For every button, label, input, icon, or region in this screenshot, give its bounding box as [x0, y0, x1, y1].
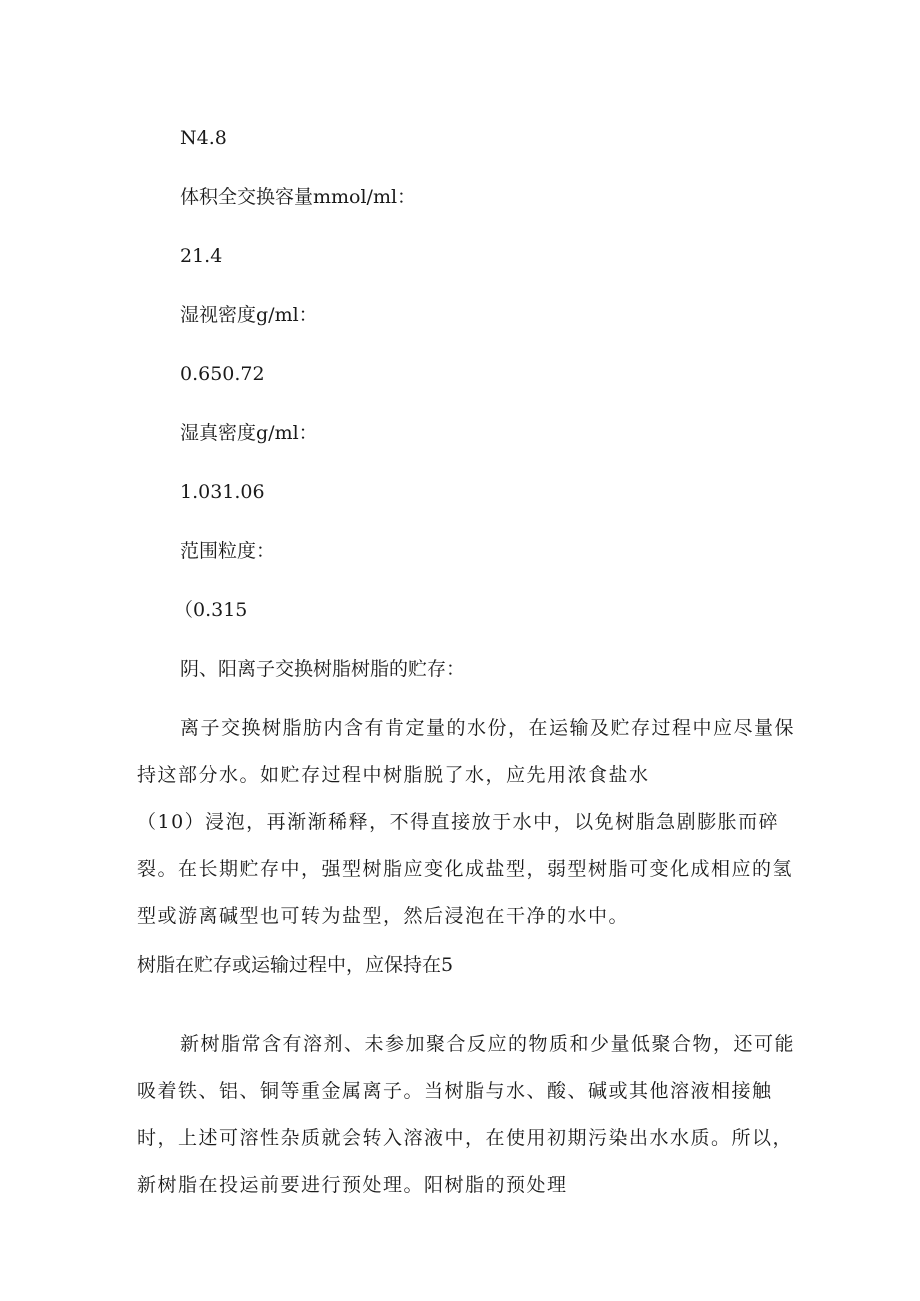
pretreatment-paragraph-line: 新树脂常含有溶剂、未参加聚合反应的物质和少量低聚合物，还可能 [180, 1033, 796, 1055]
spec-label-exchange-capacity: 体积全交换容量mmol/ml： [180, 186, 417, 208]
spec-value-apparent-density: 0.650.72 [180, 363, 265, 385]
spec-label-true-density: 湿真密度g/ml： [180, 422, 318, 444]
spec-value-true-density: 1.031.06 [180, 481, 265, 503]
spec-value-particle-size: （0.315 [174, 599, 248, 621]
spec-label-particle-size: 范围粒度： [180, 540, 276, 562]
spec-label-apparent-density: 湿视密度g/ml： [180, 304, 318, 326]
storage-paragraph-line: 离子交换树脂肪内含有肯定量的水份，在运输及贮存过程中应尽量保 [180, 717, 796, 739]
storage-paragraph-line: 型或游离碱型也可转为盐型，然后浸泡在干净的水中。 [137, 905, 630, 927]
spec-value-n: N4.8 [180, 127, 227, 149]
pretreatment-paragraph-line: 时，上述可溶性杂质就会转入溶液中，在使用初期污染出水水质。所以， [137, 1127, 794, 1149]
storage-temperature-line: 树脂在贮存或运输过程中，应保持在5 [137, 954, 454, 976]
pretreatment-paragraph-line: 新树脂在投运前要进行预处理。阳树脂的预处理 [137, 1174, 568, 1196]
storage-paragraph-line: （10）浸泡，再渐渐稀释，不得直接放于水中，以免树脂急剧膨胀而碎 [137, 811, 780, 833]
spec-value-exchange-capacity: 21.4 [180, 245, 223, 267]
storage-paragraph-line: 持这部分水。如贮存过程中树脂脱了水，应先用浓食盐水 [137, 764, 650, 786]
storage-paragraph-line: 裂。在长期贮存中，强型树脂应变化成盐型，弱型树脂可变化成相应的氢 [137, 858, 794, 880]
pretreatment-paragraph-line: 吸着铁、铝、铜等重金属离子。当树脂与水、酸、碱或其他溶液相接触 [137, 1080, 773, 1102]
storage-heading: 阴、阳离子交换树脂树脂的贮存： [180, 658, 466, 680]
